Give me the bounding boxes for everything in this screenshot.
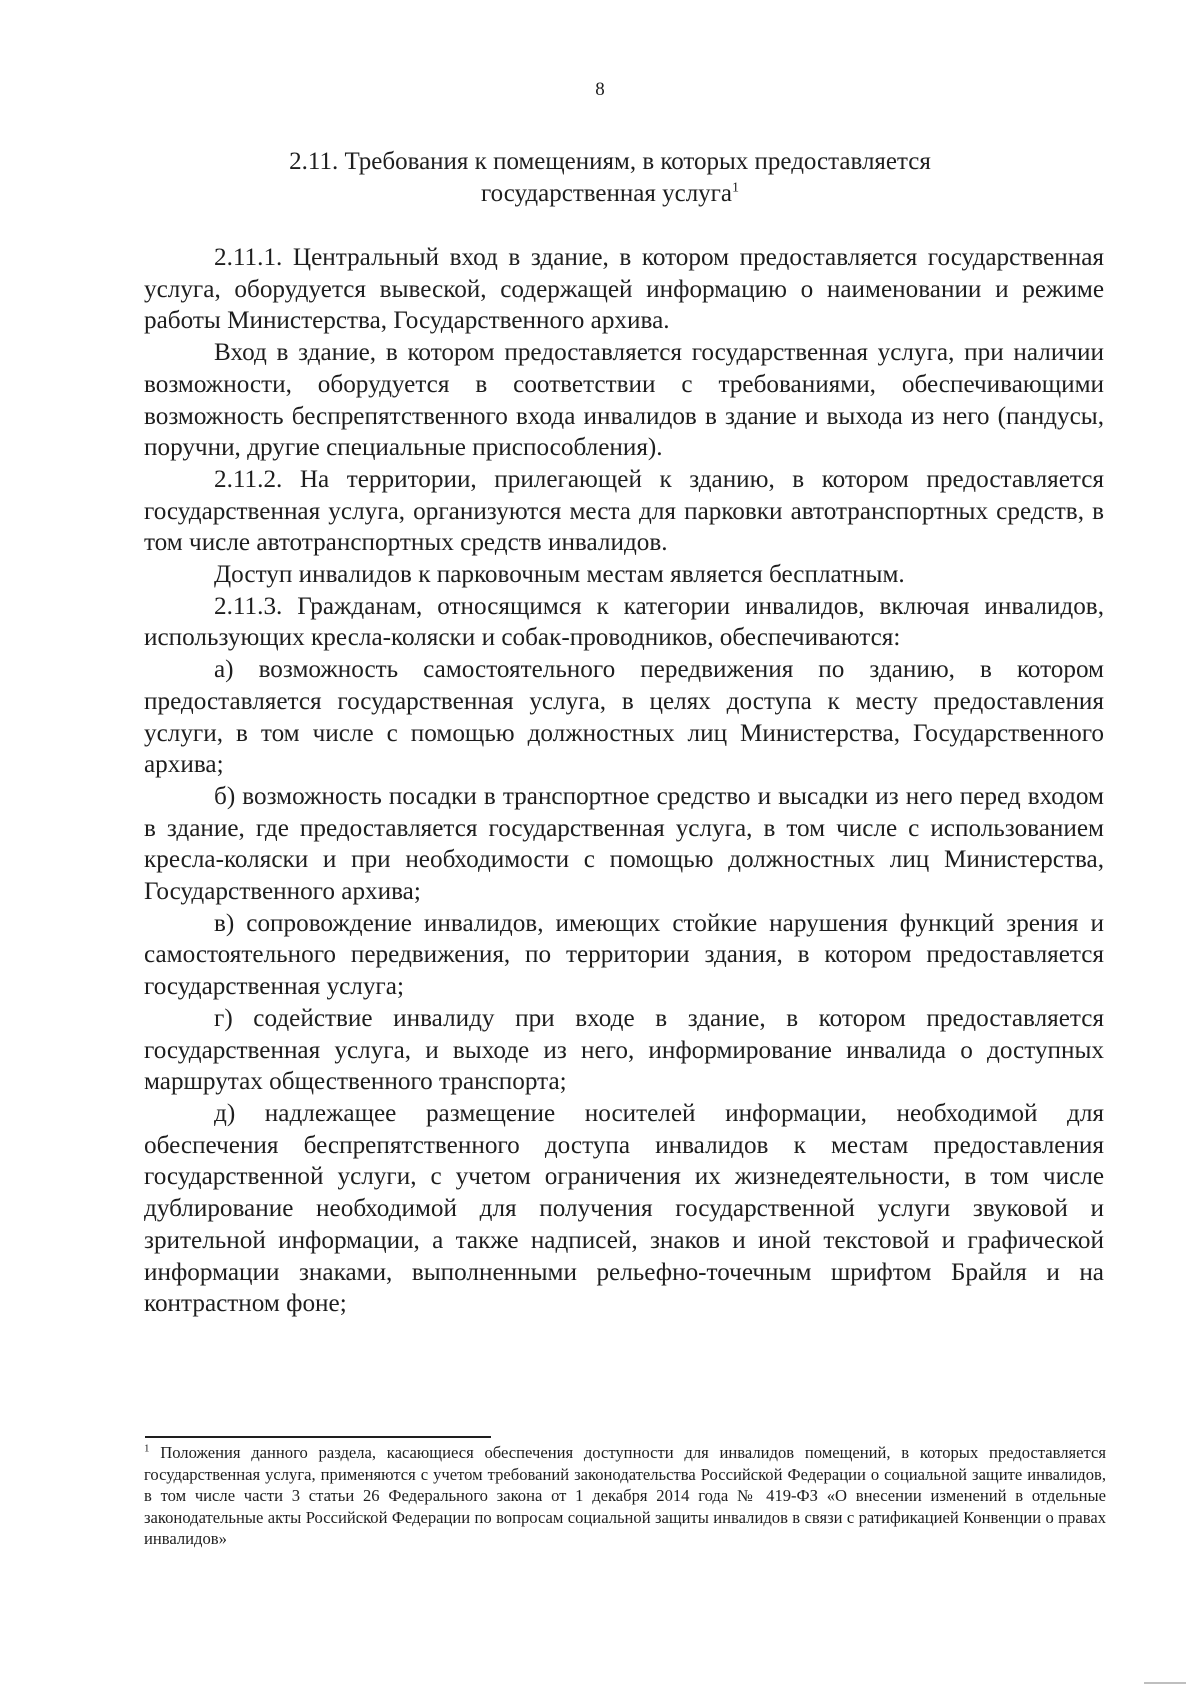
section-title-line-2 bbox=[200, 178, 1020, 210]
paragraph-2-11-3: 2.11.3. Гражданам, относящимся к категории инвалидов, включая инвалидов, использующих кресла-коляски и собак-проводников, обеспечиваются: bbox=[144, 592, 1104, 652]
footnote bbox=[144, 1442, 1106, 1550]
footnote-separator bbox=[145, 1436, 491, 1438]
document-body bbox=[144, 242, 1104, 1320]
paragraph-2-11-2: 2.11.2. На территории, прилегающей к зданию, в котором предоставляется государственная услуга, организуются места для парковки автотранспортных средств, в том числе автотранспортных средств инвалидов. bbox=[144, 465, 1104, 557]
footnote-reference: 1 bbox=[732, 180, 740, 196]
scan-edge-mark bbox=[1144, 1682, 1186, 1684]
section-title-line-2-text: государственная услуга bbox=[480, 180, 733, 207]
page-number: 8 bbox=[595, 79, 605, 100]
footnote-marker: 1 bbox=[144, 1442, 150, 1455]
section-title-line-1: 2.11. Требования к помещениям, в которых предоставляется bbox=[289, 148, 931, 175]
section-title bbox=[200, 146, 1020, 210]
paragraph-parking-access: Доступ инвалидов к парковочным местам является бесплатным. bbox=[214, 561, 905, 589]
list-item-b: б) возможность посадки в транспортное средство и высадки из него перед входом в здание, где предоставляется государственная услуга, в том числе с использованием кресла-коляски и при необходимости с помощью должностных лиц Министерства, Государственного архива; bbox=[144, 782, 1104, 906]
list-item-g: г) содействие инвалиду при входе в здание, в котором предоставляется государственная услуга, и выходе из него, информирование инвалида о доступных маршрутах общественного транспорта; bbox=[144, 1004, 1104, 1096]
list-item-d: д) надлежащее размещение носителей информации, необходимой для обеспечения беспрепятственного доступа инвалидов к местам предоставления государственной услуги, с учетом ограничения их жизнедеятельности, в том числе дублирование необходимой для получения государственной услуги звуковой и зрительной информации, а также надписей, знаков и иной текстовой и графической информации знаками, выполненными рельефно-точечным шрифтом Брайля и на контрастном фоне; bbox=[144, 1099, 1104, 1318]
paragraph-entrance-equipment: Вход в здание, в котором предоставляется государственная услуга, при наличии возможности, оборудуется в соответствии с требованиями, обеспечивающими возможность беспрепятственного входа инвалидов в здание и выхода из него (пандусы, поручни, другие специальные приспособления). bbox=[144, 339, 1104, 462]
paragraph-2-11-1: 2.11.1. Центральный вход в здание, в котором предоставляется государственная услуга, оборудуется вывеской, содержащей информацию о наименовании и режиме работы Министерства, Государственного архива. bbox=[144, 244, 1104, 335]
list-item-a: а) возможность самостоятельного передвижения по зданию, в котором предоставляется государственная услуга, в целях доступа к месту предоставления услуги, в том числе с помощью должностных лиц Министерства, Государственного архива; bbox=[144, 656, 1104, 779]
list-item-v: в) сопровождение инвалидов, имеющих стойкие нарушения функций зрения и самостоятельного передвижения, по территории здания, в котором предоставляется государственная услуга; bbox=[144, 909, 1104, 1001]
footnote-text: Положения данного раздела, касающиеся обеспечения доступности для инвалидов помещений, в которых предоставляется государственная услуга, применяются с учетом требований законодательства Российской Федерации о социальной защите инвалидов, в том числе части 3 статьи 26 Федерального закона от 1 декабря 2014 года № 419-ФЗ «О внесении изменений в отдельные законодательные акты Российской Федерации по вопросам социальной защиты инвалидов в связи с ратификацией Конвенции о правах инвалидов» bbox=[144, 1443, 1106, 1549]
